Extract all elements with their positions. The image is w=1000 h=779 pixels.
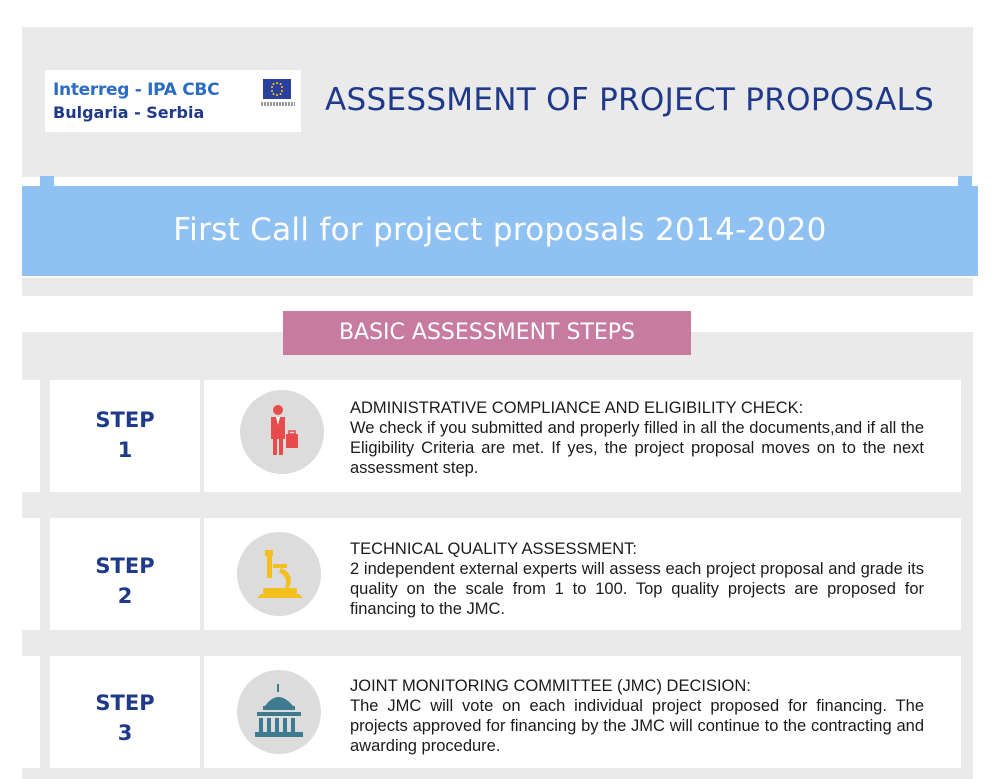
microscope-icon <box>237 532 321 616</box>
step-number: 3 <box>117 721 133 745</box>
interreg-logo <box>45 70 301 132</box>
banner-tab-left <box>40 176 54 186</box>
call-banner <box>22 186 978 276</box>
step-title: TECHNICAL QUALITY ASSESSMENT: <box>350 540 637 558</box>
eu-caption-decoration <box>261 102 295 106</box>
government-building-icon <box>237 670 321 754</box>
logo-program-name: Interreg - IPA CBC <box>53 80 220 100</box>
step-text <box>350 676 924 756</box>
page-title: ASSESSMENT OF PROJECT PROPOSALS <box>325 82 935 118</box>
step-row-stub <box>22 518 40 630</box>
step-label-word: STEP <box>95 691 155 715</box>
section-title: BASIC ASSESSMENT STEPS <box>283 311 691 355</box>
step-text <box>350 398 924 478</box>
businessperson-icon <box>240 390 324 474</box>
step-row-stub <box>22 656 40 768</box>
step-row-stub <box>22 380 40 492</box>
logo-region-name: Bulgaria - Serbia <box>53 103 205 122</box>
step-number: 2 <box>117 584 133 608</box>
step-description: We check if you submitted and properly filled in all the documents,and if all the Eligibility Criteria are met. If yes, the project proposal moves on to the next assessment step. <box>350 419 924 477</box>
step-text <box>350 539 924 619</box>
step-title: JOINT MONITORING COMMITTEE (JMC) DECISION: <box>350 677 751 695</box>
banner-tab-right <box>958 176 972 186</box>
banner-shadow <box>22 278 973 296</box>
call-banner-text: First Call for project proposals 2014-2020 <box>173 212 827 248</box>
step-label-word: STEP <box>95 554 155 578</box>
eu-flag-icon <box>263 79 291 99</box>
step-title: ADMINISTRATIVE COMPLIANCE AND ELIGIBILITY CHECK: <box>350 399 804 417</box>
step-label-card <box>50 518 200 630</box>
step-label-card <box>50 380 200 492</box>
step-number: 1 <box>117 438 133 462</box>
step-label-word: STEP <box>95 408 155 432</box>
step-description: 2 independent external experts will assess each project proposal and grade its quality on the scale from 1 to 100. Top quality projects are proposed for financing to the JMC. <box>350 560 924 618</box>
step-description: The JMC will vote on each individual project proposed for financing. The projects approved for financing by the JMC will continue to the contracting and awarding procedure. <box>350 697 924 755</box>
step-label-card <box>50 656 200 768</box>
